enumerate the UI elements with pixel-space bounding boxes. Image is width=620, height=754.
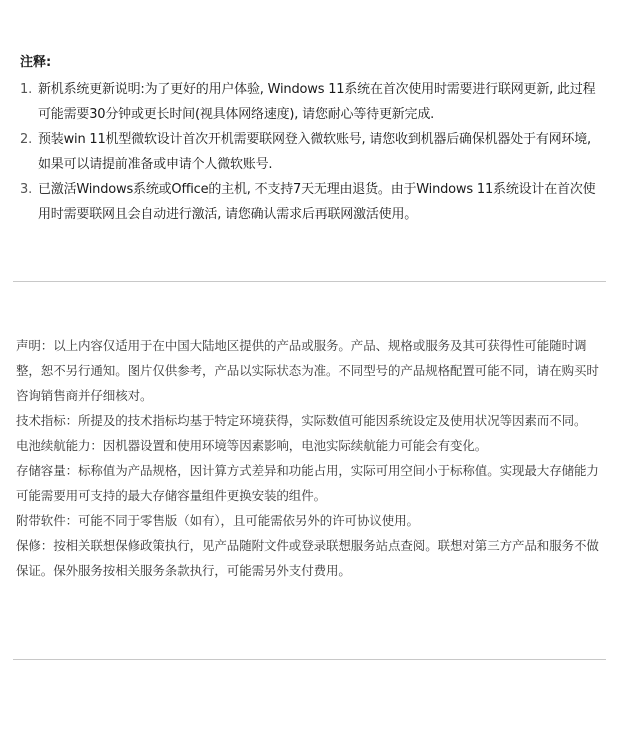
disclaimer-battery: 电池续航能力：因机器设置和使用环境等因素影响，电池实际续航能力可能会有变化。 — [16, 438, 488, 453]
notes-section — [20, 50, 600, 227]
disclaimer-warranty: 保修：按相关联想保修政策执行，见产品随附文件或登录联想服务站点查阅。联想对第三方产品和服务不做保证。保外服务按相关服务条款执行，可能需另外支付费用。 — [16, 538, 599, 578]
note-item — [20, 177, 600, 227]
disclaimer-tech-specs: 技术指标：所提及的技术指标均基于特定环境获得，实际数值可能因系统设定及使用状况等因素而不同。 — [16, 413, 587, 428]
note-text: 已激活Windows系统或Office的主机, 不支持7天无理由退货。由于Windows 11系统设计在首次使用时需要联网且会自动进行激活, 请您确认需求后再联网激活使用。 — [38, 182, 596, 222]
note-item — [20, 77, 600, 127]
notes-title: 注释: — [20, 55, 52, 70]
note-number: 1. — [20, 82, 33, 97]
section-divider — [13, 659, 606, 660]
disclaimer-statement: 声明：以上内容仅适用于在中国大陆地区提供的产品或服务。产品、规格或服务及其可获得性可能随时调整，恕不另行通知。图片仅供参考，产品以实际状态为准。不同型号的产品规格配置可能不同，请在购买时咨询销售商并仔细核对。 — [16, 338, 599, 403]
note-text: 新机系统更新说明:为了更好的用户体验, Windows 11系统在首次使用时需要进行联网更新, 此过程可能需要30分钟或更长时间(视具体网络速度), 请您耐心等待更新完成. — [38, 82, 596, 122]
note-number: 3. — [20, 182, 33, 197]
disclaimer-storage: 存储容量：标称值为产品规格，因计算方式差异和功能占用，实际可用空间小于标称值。实现最大存储能力可能需要用可支持的最大存储容量组件更换安装的组件。 — [16, 463, 599, 503]
disclaimer-software: 附带软件：可能不同于零售版（如有），且可能需依另外的许可协议使用。 — [16, 513, 419, 528]
note-number: 2. — [20, 132, 33, 147]
section-divider — [13, 281, 606, 282]
note-text: 预装win 11机型微软设计首次开机需要联网登入微软账号, 请您收到机器后确保机器处于有网环境, 如果可以请提前准备或申请个人微软账号. — [38, 132, 591, 172]
note-item — [20, 127, 600, 177]
disclaimer-section — [16, 333, 602, 583]
